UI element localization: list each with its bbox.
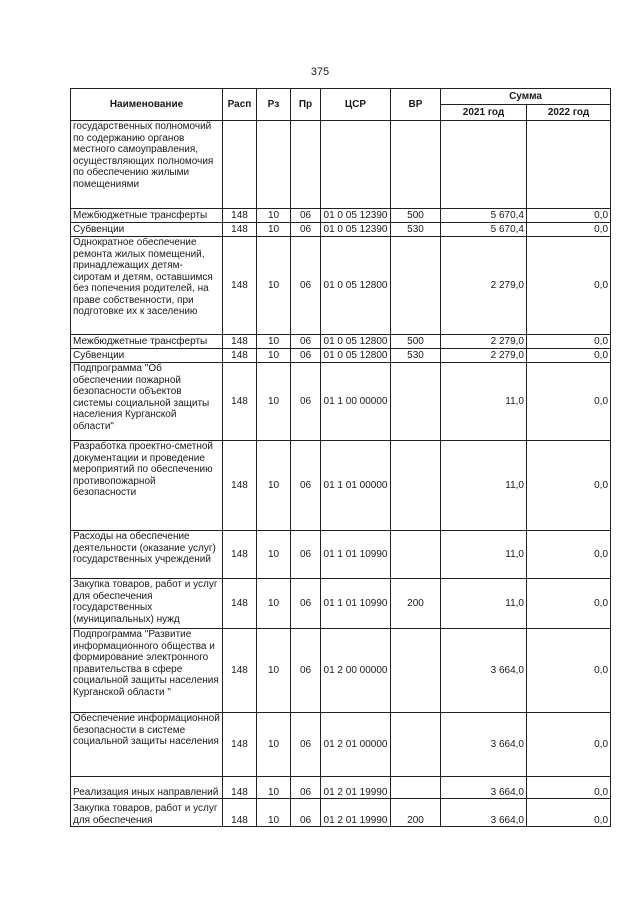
header-2022: 2022 год: [527, 105, 611, 121]
cell-vr: [391, 713, 441, 777]
table-row: [71, 223, 611, 237]
table-row: [71, 363, 611, 441]
cell-y2021: 3 664,0: [441, 713, 527, 777]
cell-y2022: 0,0: [527, 713, 611, 777]
cell-y2022: 0,0: [527, 579, 611, 629]
cell-y2021: [441, 121, 527, 209]
cell-vr: 530: [391, 349, 441, 363]
cell-rasp: 148: [223, 579, 257, 629]
cell-rz: 10: [257, 349, 291, 363]
table-body: [71, 121, 611, 827]
cell-name: Межбюджетные трансферты: [71, 335, 223, 349]
cell-csr: 01 0 05 12800: [321, 349, 391, 363]
table-row: [71, 777, 611, 799]
table-row: [71, 209, 611, 223]
cell-y2021: 5 670,4: [441, 223, 527, 237]
cell-pr: 06: [291, 799, 321, 827]
header-rz: Рз: [257, 89, 291, 121]
cell-csr: 01 1 01 00000: [321, 441, 391, 531]
cell-csr: [321, 121, 391, 209]
cell-pr: 06: [291, 209, 321, 223]
cell-rz: 10: [257, 335, 291, 349]
table-row: [71, 531, 611, 579]
cell-name: Разработка проектно-сметной документации и проведение мероприятий по обеспечению противопожарной безопасности: [71, 441, 223, 531]
cell-csr: 01 0 05 12390: [321, 209, 391, 223]
cell-vr: 200: [391, 579, 441, 629]
cell-pr: 06: [291, 237, 321, 335]
cell-name: Закупка товаров, работ и услуг для обеспечения: [71, 799, 223, 827]
cell-y2021: 11,0: [441, 363, 527, 441]
cell-y2022: 0,0: [527, 237, 611, 335]
cell-rasp: 148: [223, 713, 257, 777]
cell-name: Субвенции: [71, 349, 223, 363]
table-row: [71, 579, 611, 629]
cell-y2021: 3 664,0: [441, 629, 527, 713]
cell-name: государственных полномочий по содержанию органов местного самоуправления, осуществляющих полномочия по обеспечению жилыми помещениями: [71, 121, 223, 209]
cell-rasp: 148: [223, 363, 257, 441]
cell-y2021: 3 664,0: [441, 777, 527, 799]
cell-csr: 01 2 01 19990: [321, 799, 391, 827]
cell-name: Реализация иных направлений: [71, 777, 223, 799]
cell-rasp: 148: [223, 441, 257, 531]
cell-name: Подпрограмма "Об обеспечении пожарной безопасности объектов системы социальной защиты населения Курганской области": [71, 363, 223, 441]
cell-pr: 06: [291, 777, 321, 799]
cell-csr: 01 0 05 12800: [321, 237, 391, 335]
cell-csr: 01 2 00 00000: [321, 629, 391, 713]
cell-rz: 10: [257, 777, 291, 799]
cell-y2022: 0,0: [527, 531, 611, 579]
cell-csr: 01 2 01 19990: [321, 777, 391, 799]
cell-rz: 10: [257, 531, 291, 579]
table-row: [71, 335, 611, 349]
cell-y2022: 0,0: [527, 363, 611, 441]
cell-rasp: [223, 121, 257, 209]
cell-name: Межбюджетные трансферты: [71, 209, 223, 223]
header-sum: Сумма: [441, 89, 611, 105]
budget-table: [70, 88, 611, 827]
cell-rz: 10: [257, 713, 291, 777]
cell-y2021: 2 279,0: [441, 349, 527, 363]
cell-name: Расходы на обеспечение деятельности (оказание услуг) государственных учреждений: [71, 531, 223, 579]
cell-y2022: [527, 121, 611, 209]
cell-rasp: 148: [223, 799, 257, 827]
cell-pr: 06: [291, 531, 321, 579]
cell-rz: 10: [257, 237, 291, 335]
table-row: [71, 799, 611, 827]
cell-pr: 06: [291, 349, 321, 363]
cell-rasp: 148: [223, 777, 257, 799]
table-row: [71, 349, 611, 363]
cell-y2021: 11,0: [441, 579, 527, 629]
cell-rz: 10: [257, 799, 291, 827]
cell-rz: 10: [257, 579, 291, 629]
cell-y2022: 0,0: [527, 777, 611, 799]
cell-y2022: 0,0: [527, 209, 611, 223]
cell-csr: 01 0 05 12800: [321, 335, 391, 349]
cell-y2022: 0,0: [527, 799, 611, 827]
cell-rz: 10: [257, 209, 291, 223]
cell-y2021: 2 279,0: [441, 237, 527, 335]
cell-pr: 06: [291, 441, 321, 531]
cell-vr: [391, 121, 441, 209]
cell-y2021: 5 670,4: [441, 209, 527, 223]
cell-y2021: 11,0: [441, 441, 527, 531]
header-vr: ВР: [391, 89, 441, 121]
cell-rasp: 148: [223, 335, 257, 349]
cell-pr: 06: [291, 335, 321, 349]
cell-csr: 01 1 01 10990: [321, 531, 391, 579]
cell-rz: [257, 121, 291, 209]
cell-rz: 10: [257, 363, 291, 441]
cell-rasp: 148: [223, 349, 257, 363]
cell-vr: [391, 777, 441, 799]
cell-y2021: 3 664,0: [441, 799, 527, 827]
cell-y2022: 0,0: [527, 441, 611, 531]
cell-csr: 01 1 00 00000: [321, 363, 391, 441]
cell-y2022: 0,0: [527, 629, 611, 713]
cell-vr: 200: [391, 799, 441, 827]
cell-y2022: 0,0: [527, 349, 611, 363]
cell-rz: 10: [257, 629, 291, 713]
header-2021: 2021 год: [441, 105, 527, 121]
header-csr: ЦСР: [321, 89, 391, 121]
cell-vr: [391, 531, 441, 579]
table-row: [71, 441, 611, 531]
header-rasp: Расп: [223, 89, 257, 121]
cell-pr: 06: [291, 713, 321, 777]
cell-rasp: 148: [223, 237, 257, 335]
header-name: Наименование: [71, 89, 223, 121]
cell-pr: 06: [291, 363, 321, 441]
cell-vr: [391, 441, 441, 531]
cell-y2022: 0,0: [527, 335, 611, 349]
cell-rasp: 148: [223, 629, 257, 713]
cell-csr: 01 1 01 10990: [321, 579, 391, 629]
cell-rz: 10: [257, 441, 291, 531]
cell-name: Обеспечение информационной безопасности в системе социальной защиты населения: [71, 713, 223, 777]
cell-vr: [391, 629, 441, 713]
cell-name: Подпрограмма "Развитие информационного общества и формирование электронного правительства в сфере социальной защиты населения Курганской области ": [71, 629, 223, 713]
table-row: [71, 121, 611, 209]
cell-rasp: 148: [223, 531, 257, 579]
cell-rasp: 148: [223, 223, 257, 237]
page-number: 375: [310, 66, 330, 78]
table-row: [71, 629, 611, 713]
cell-vr: 500: [391, 335, 441, 349]
cell-rasp: 148: [223, 209, 257, 223]
cell-csr: 01 0 05 12390: [321, 223, 391, 237]
header-pr: Пр: [291, 89, 321, 121]
cell-vr: 500: [391, 209, 441, 223]
cell-csr: 01 2 01 00000: [321, 713, 391, 777]
cell-vr: [391, 237, 441, 335]
cell-y2021: 11,0: [441, 531, 527, 579]
table-header: [71, 89, 611, 121]
cell-vr: 530: [391, 223, 441, 237]
cell-rz: 10: [257, 223, 291, 237]
cell-name: Однократное обеспечение ремонта жилых помещений, принадлежащих детям-сиротам и детям, оставшимся без попечения родителей, на праве собственности, при подготовке их к заселению: [71, 237, 223, 335]
cell-y2022: 0,0: [527, 223, 611, 237]
cell-y2021: 2 279,0: [441, 335, 527, 349]
table-row: [71, 237, 611, 335]
cell-vr: [391, 363, 441, 441]
table-row: [71, 713, 611, 777]
cell-name: Закупка товаров, работ и услуг для обеспечения государственных (муниципальных) нужд: [71, 579, 223, 629]
cell-name: Субвенции: [71, 223, 223, 237]
cell-pr: 06: [291, 223, 321, 237]
cell-pr: 06: [291, 629, 321, 713]
cell-pr: [291, 121, 321, 209]
cell-pr: 06: [291, 579, 321, 629]
